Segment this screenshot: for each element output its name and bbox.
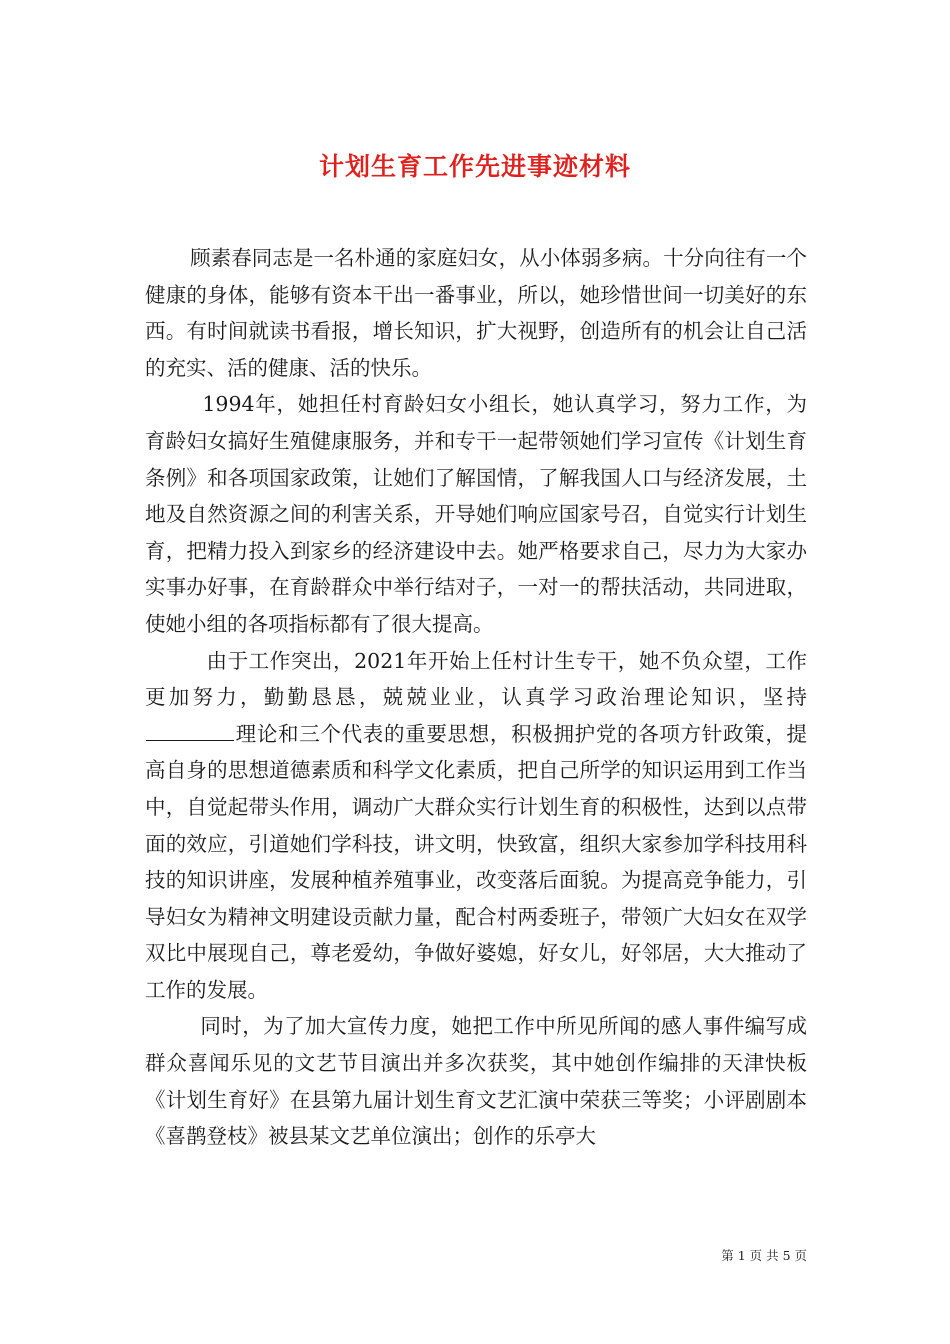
- fill-in-blank: [146, 720, 234, 741]
- page-number-footer: 第 1 页 共 5 页: [721, 1248, 807, 1263]
- paragraph-2: 1994年，她担任村育龄妇女小组长，她认真学习，努力工作，为育龄妇女搞好生殖健康服务，并和专干一起带领她们学习宣传《计划生育条例》和各项国家政策，让她们了解国情，了解我国人口与经济发展，土地及自然资源之间的利害关系，开导她们响应国家号召，自觉实行计划生育，把精力投入到家乡的经济建设中去。她严格要求自己，尽力为大家办实事办好事，在育龄群众中举行结对子，一对一的帮扶活动，共同进取，使她小组的各项指标都有了很大提高。: [145, 392, 807, 636]
- paragraph-3: [145, 643, 807, 1009]
- document-title: 计划生育工作先进事迹材料: [318, 151, 631, 181]
- paragraph-3-part-2: 理论和三个代表的重要思想，积极拥护党的各项方针政策，提高自身的思想道德素质和科学文化素质，把自己所学的知识运用到工作当中，自觉起带头作用，调动广大群众实行计划生育的积极性，达到以点带面的效应，引道她们学科技，讲文明，快致富，组织大家参加学科技用科技的知识讲座，发展种植养殖事业，改变落后面貌。为提高竞争能力，引导妇女为精神文明建设贡献力量，配合村两委班子，带领广大妇女在双学双比中展现自己，尊老爱幼，争做好婆媳，好女儿，好邻居，大大推动了工作的发展。: [145, 721, 807, 1002]
- paragraph-4: 同时，为了加大宣传力度，她把工作中所见所闻的感人事件编写成群众喜闻乐见的文艺节目演出并多次获奖，其中她创作编排的天津快板《计划生育好》在县第九届计划生育文艺汇演中荣获三等奖；小评剧剧本《喜鹊登枝》被县某文艺单位演出；创作的乐亭大: [145, 1014, 807, 1149]
- paragraph-1: 顾素春同志是一名朴通的家庭妇女，从小体弱多病。十分向往有一个健康的身体，能够有资本干出一番事业，所以，她珍惜世间一切美好的东西。有时间就读书看报，增长知识，扩大视野，创造所有的机会让自己活的充实、活的健康、活的快乐。: [145, 246, 807, 380]
- document-body: [145, 240, 807, 1155]
- paragraph-3-part-1: 由于工作突出，2021年开始上任村计生专干，她不负众望，工作更加努力，勤勤恳恳，兢兢业业，认真学习政治理论知识，坚持: [145, 648, 807, 710]
